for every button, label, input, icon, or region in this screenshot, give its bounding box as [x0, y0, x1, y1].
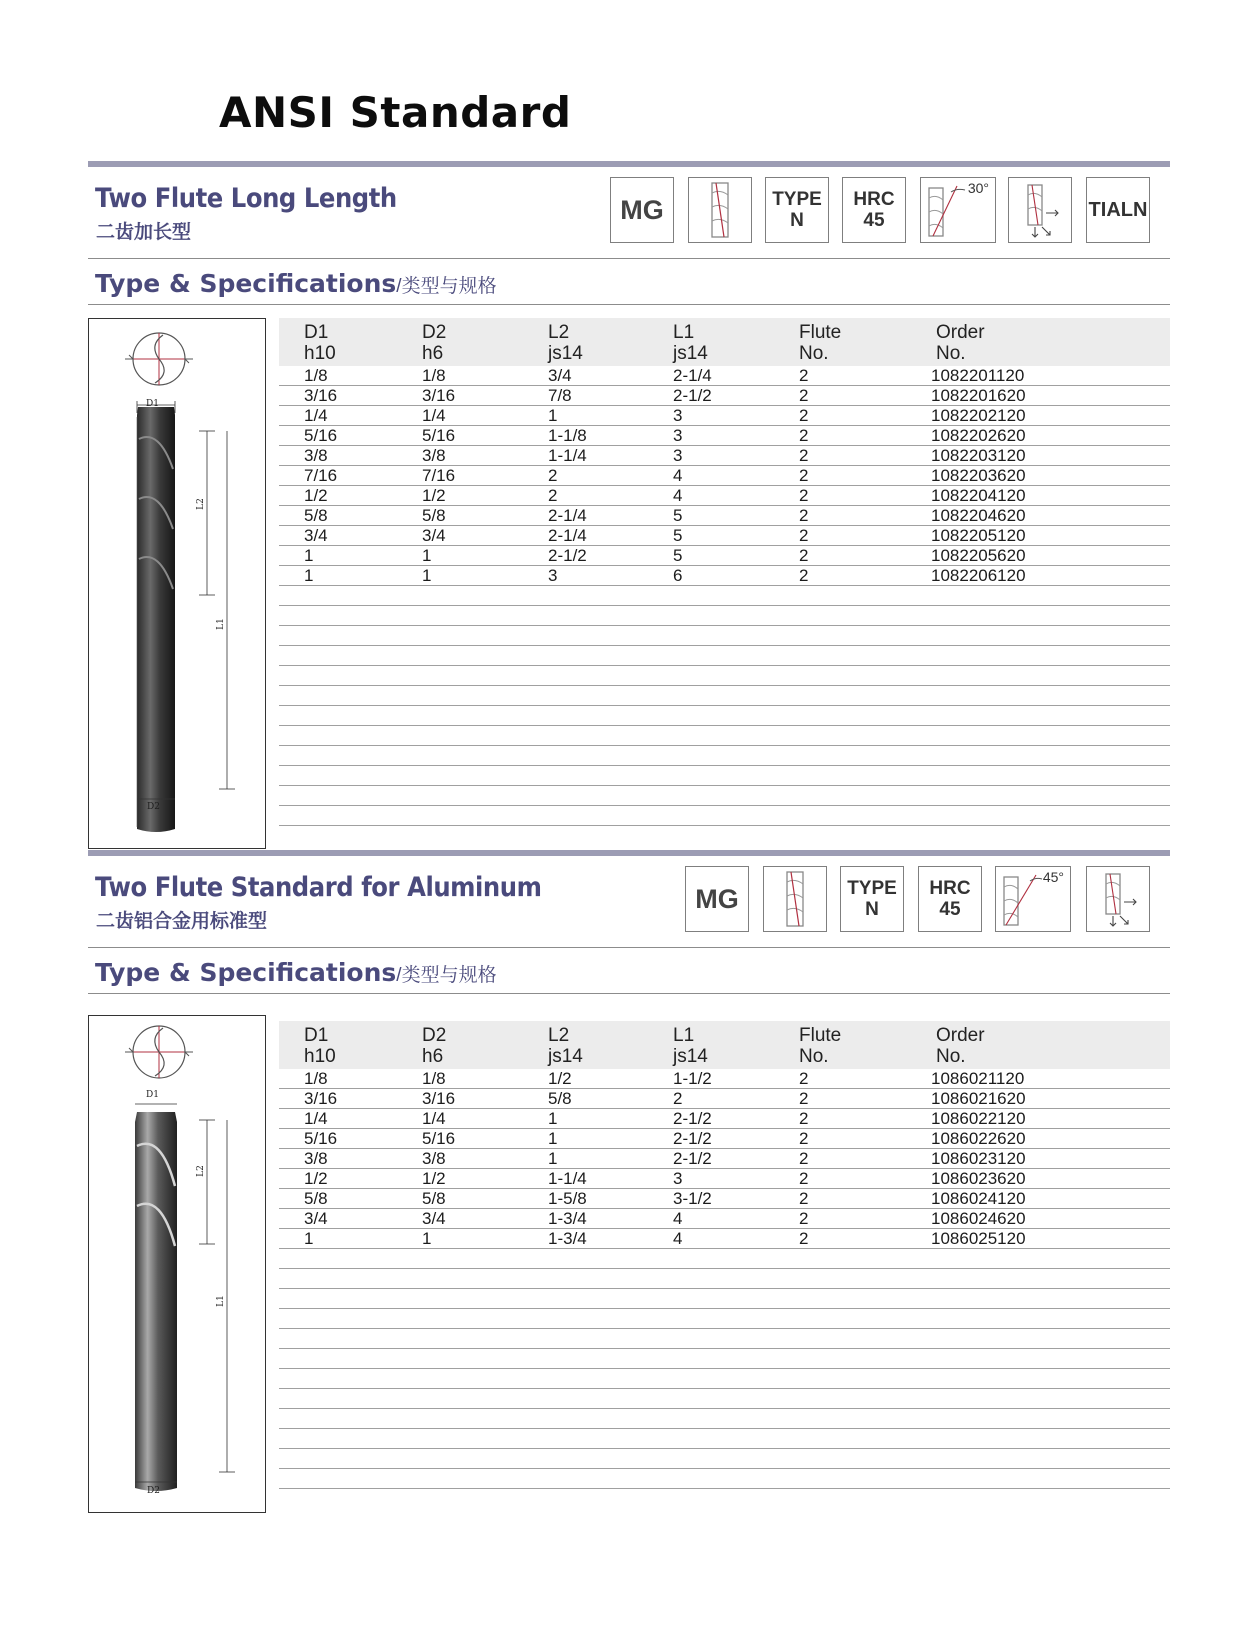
- row-separator: [279, 445, 1170, 446]
- d2-label: D2: [147, 802, 160, 812]
- table-body: [279, 1021, 1170, 1507]
- table-cell-order: 1086023120: [931, 1149, 1026, 1168]
- table-cell-l1: 5: [673, 546, 683, 565]
- table-cell-flute: 2: [799, 366, 809, 385]
- table-cell-d1: 1: [304, 1229, 314, 1248]
- table-cell-d2: 5/8: [422, 1189, 446, 1208]
- row-separator: [279, 685, 1170, 686]
- table-cell-order: 1082206120: [931, 566, 1026, 585]
- table-cell-order: 1082203120: [931, 446, 1026, 465]
- table-cell-d1: 3/4: [304, 526, 328, 545]
- type-n-badge: [840, 866, 904, 932]
- table-cell-d2: 3/16: [422, 1089, 456, 1108]
- table-cell-flute: 2: [799, 486, 809, 505]
- section-title: Two Flute Standard for Aluminum: [95, 872, 542, 903]
- cutting-direction-icon: [1086, 866, 1150, 932]
- l2-label: L2: [195, 1165, 206, 1177]
- table-cell-d2: 1: [422, 546, 432, 565]
- table-cell-d1: 1/4: [304, 1109, 328, 1128]
- rule: [88, 993, 1170, 994]
- row-separator: [279, 645, 1170, 646]
- type-value: N: [790, 210, 804, 231]
- spec-table: [279, 318, 1170, 838]
- row-separator: [279, 565, 1170, 566]
- col-label: L2: [548, 322, 570, 343]
- col-sub: No.: [799, 343, 829, 364]
- coating-badge: [1086, 177, 1150, 243]
- row-separator: [279, 1408, 1170, 1409]
- table-cell-l1: 4: [673, 1229, 683, 1248]
- table-body: [279, 318, 1170, 838]
- table-cell-l2: 1-1/4: [548, 446, 587, 465]
- table-cell-l2: 2-1/4: [548, 506, 587, 525]
- table-cell-l2: 2-1/4: [548, 526, 587, 545]
- hrc-badge: [842, 177, 906, 243]
- col-sub: h6: [422, 1046, 444, 1067]
- section-subtitle: 二齿加长型: [96, 222, 192, 243]
- table-cell-order: 1082203620: [931, 466, 1026, 485]
- table-cell-l1: 2: [673, 1089, 683, 1108]
- row-separator: [279, 1468, 1170, 1469]
- table-cell-d2: 5/8: [422, 506, 446, 525]
- row-separator: [279, 625, 1170, 626]
- table-cell-l1: 6: [673, 566, 683, 585]
- table-cell-l1: 3: [673, 426, 683, 445]
- table-cell-l1: 4: [673, 466, 683, 485]
- col-sub: h6: [422, 343, 444, 364]
- helix-angle-icon: [995, 866, 1071, 932]
- row-separator: [279, 1328, 1170, 1329]
- row-separator: [279, 785, 1170, 786]
- spec-heading: [95, 269, 497, 298]
- spec-heading: [95, 958, 497, 987]
- table-cell-l2: 7/8: [548, 386, 572, 405]
- rule: [88, 304, 1170, 305]
- row-separator: [279, 745, 1170, 746]
- table-cell-d2: 1/4: [422, 1109, 446, 1128]
- helix-angle-icon: [920, 177, 996, 243]
- table-cell-order: 1082202120: [931, 406, 1026, 425]
- table-cell-flute: 2: [799, 406, 809, 425]
- table-cell-d2: 7/16: [422, 466, 456, 485]
- col-sub: js14: [548, 1046, 583, 1067]
- table-cell-d2: 1: [422, 566, 432, 585]
- table-cell-l2: 1-3/4: [548, 1209, 587, 1228]
- col-label: Flute: [799, 322, 842, 343]
- table-cell-order: 1086025120: [931, 1229, 1026, 1248]
- table-cell-d1: 3/4: [304, 1209, 328, 1228]
- table-cell-l1: 5: [673, 526, 683, 545]
- row-separator: [279, 1448, 1170, 1449]
- section-subtitle: 二齿铝合金用标准型: [96, 911, 268, 932]
- table-cell-l2: 1/2: [548, 1069, 572, 1088]
- helix-angle-value: 30°: [967, 180, 989, 196]
- spec-heading-main: Type & Specifications: [95, 269, 397, 298]
- col-label: Flute: [799, 1025, 842, 1046]
- type-n-badge: [765, 177, 829, 243]
- section-divider: [88, 161, 1170, 167]
- table-cell-d1: 1/2: [304, 1169, 328, 1188]
- table-cell-l1: 3: [673, 406, 683, 425]
- table-cell-d2: 3/4: [422, 526, 446, 545]
- cross-section-icon: [125, 1026, 193, 1078]
- table-cell-d1: 5/16: [304, 426, 338, 445]
- table-cell-d1: 1/8: [304, 1069, 328, 1088]
- hrc-badge: [918, 866, 982, 932]
- row-separator: [279, 585, 1170, 586]
- col-label: Order: [936, 1025, 985, 1046]
- material-mg-badge: [685, 866, 749, 932]
- col-label: L2: [548, 1025, 570, 1046]
- table-cell-l1: 2-1/2: [673, 1109, 712, 1128]
- col-label: D1: [304, 1025, 329, 1046]
- table-cell-d1: 5/16: [304, 1129, 338, 1148]
- spec-heading-sub: /类型与规格: [396, 965, 497, 986]
- hrc-label: HRC: [929, 878, 971, 899]
- row-separator: [279, 1348, 1170, 1349]
- table-cell-l2: 1-5/8: [548, 1189, 587, 1208]
- straight-shank-icon: [763, 866, 827, 932]
- table-cell-flute: 2: [799, 1129, 809, 1148]
- col-sub: No.: [936, 1046, 966, 1067]
- table-cell-order: 1082205120: [931, 526, 1026, 545]
- row-separator: [279, 665, 1170, 666]
- row-separator: [279, 805, 1170, 806]
- table-cell-flute: 2: [799, 1229, 809, 1248]
- row-separator: [279, 1208, 1170, 1209]
- row-separator: [279, 1088, 1170, 1089]
- hrc-label: HRC: [853, 189, 895, 210]
- table-cell-l1: 4: [673, 1209, 683, 1228]
- table-cell-order: 1086023620: [931, 1169, 1026, 1188]
- table-cell-flute: 2: [799, 386, 809, 405]
- table-cell-d1: 5/8: [304, 1189, 328, 1208]
- col-label: L1: [673, 322, 695, 343]
- row-separator: [279, 605, 1170, 606]
- table-cell-order: 1082205620: [931, 546, 1026, 565]
- table-cell-d1: 3/16: [304, 1089, 338, 1108]
- tool-drawing: [88, 1015, 266, 1513]
- table-cell-d2: 5/16: [422, 1129, 456, 1148]
- table-cell-d2: 1/8: [422, 366, 446, 385]
- table-cell-d2: 3/8: [422, 1149, 446, 1168]
- row-separator: [279, 485, 1170, 486]
- row-separator: [279, 385, 1170, 386]
- table-cell-order: 1086021620: [931, 1089, 1026, 1108]
- row-separator: [279, 1168, 1170, 1169]
- col-sub: h10: [304, 343, 336, 364]
- table-cell-flute: 2: [799, 1089, 809, 1108]
- spec-heading-sub: /类型与规格: [396, 276, 497, 297]
- table-cell-l2: 2: [548, 466, 558, 485]
- tool-drawing: [88, 318, 266, 849]
- table-cell-d2: 1/4: [422, 406, 446, 425]
- hrc-value: 45: [863, 210, 885, 231]
- table-cell-l2: 1-1/8: [548, 426, 587, 445]
- table-cell-l2: 1-3/4: [548, 1229, 587, 1248]
- table-cell-order: 1082204120: [931, 486, 1026, 505]
- straight-shank-icon: [688, 177, 752, 243]
- table-cell-d2: 5/16: [422, 426, 456, 445]
- row-separator: [279, 1288, 1170, 1289]
- row-separator: [279, 1428, 1170, 1429]
- table-cell-l2: 2: [548, 486, 558, 505]
- table-cell-flute: 2: [799, 466, 809, 485]
- table-cell-l2: 3: [548, 566, 558, 585]
- material-mg-badge: [610, 177, 674, 243]
- table-cell-d1: 1: [304, 546, 314, 565]
- col-sub: No.: [799, 1046, 829, 1067]
- table-cell-flute: 2: [799, 1149, 809, 1168]
- table-cell-l2: 1: [548, 406, 558, 425]
- col-label: D2: [422, 322, 447, 343]
- table-cell-order: 1086024620: [931, 1209, 1026, 1228]
- table-cell-l2: 3/4: [548, 366, 572, 385]
- table-cell-order: 1082202620: [931, 426, 1026, 445]
- table-cell-l1: 3: [673, 1169, 683, 1188]
- row-separator: [279, 705, 1170, 706]
- d1-label: D1: [146, 399, 159, 409]
- row-separator: [279, 1128, 1170, 1129]
- col-label: Order: [936, 322, 985, 343]
- table-cell-l1: 2-1/2: [673, 1149, 712, 1168]
- row-separator: [279, 1488, 1170, 1489]
- table-cell-d1: 1/2: [304, 486, 328, 505]
- row-separator: [279, 545, 1170, 546]
- table-cell-l1: 4: [673, 486, 683, 505]
- table-cell-flute: 2: [799, 1209, 809, 1228]
- table-cell-l1: 2-1/4: [673, 366, 712, 385]
- cross-section-icon: [125, 333, 193, 385]
- table-cell-d2: 1: [422, 1229, 432, 1248]
- table-cell-l1: 2-1/2: [673, 386, 712, 405]
- table-cell-d2: 1/2: [422, 486, 446, 505]
- row-separator: [279, 405, 1170, 406]
- col-label: D1: [304, 322, 329, 343]
- table-cell-l2: 1: [548, 1149, 558, 1168]
- col-sub: h10: [304, 1046, 336, 1067]
- mg-label: MG: [695, 883, 739, 914]
- table-cell-flute: 2: [799, 506, 809, 525]
- table-cell-l1: 5: [673, 506, 683, 525]
- table-cell-l1: 2-1/2: [673, 1129, 712, 1148]
- table-cell-flute: 2: [799, 1109, 809, 1128]
- l2-label: L2: [195, 498, 206, 510]
- table-cell-order: 1086022620: [931, 1129, 1026, 1148]
- row-separator: [279, 765, 1170, 766]
- table-cell-l1: 3-1/2: [673, 1189, 712, 1208]
- l1-label: L1: [215, 1295, 226, 1307]
- coating-label: TIALN: [1088, 198, 1148, 221]
- table-cell-l2: 2-1/2: [548, 546, 587, 565]
- table-cell-l2: 5/8: [548, 1089, 572, 1108]
- table-cell-l2: 1: [548, 1109, 558, 1128]
- table-cell-order: 1086021120: [931, 1069, 1025, 1088]
- type-label: TYPE: [772, 189, 822, 210]
- table-cell-flute: 2: [799, 446, 809, 465]
- col-sub: js14: [673, 343, 708, 364]
- table-cell-flute: 2: [799, 426, 809, 445]
- table-cell-d1: 5/8: [304, 506, 328, 525]
- cutting-direction-icon: [1008, 177, 1072, 243]
- table-cell-d1: 7/16: [304, 466, 338, 485]
- col-sub: js14: [673, 1046, 708, 1067]
- col-sub: No.: [936, 343, 966, 364]
- table-cell-d1: 3/8: [304, 446, 328, 465]
- row-separator: [279, 825, 1170, 826]
- mg-label: MG: [620, 194, 664, 225]
- row-separator: [279, 1108, 1170, 1109]
- table-cell-l1: 3: [673, 446, 683, 465]
- table-cell-order: 1086022120: [931, 1109, 1026, 1128]
- rule: [88, 947, 1170, 948]
- row-separator: [279, 465, 1170, 466]
- table-cell-l2: 1: [548, 1129, 558, 1148]
- d2-label: D2: [147, 1486, 160, 1496]
- table-cell-flute: 2: [799, 1169, 809, 1188]
- table-cell-flute: 2: [799, 566, 809, 585]
- row-separator: [279, 1388, 1170, 1389]
- type-label: TYPE: [847, 878, 897, 899]
- col-label: L1: [673, 1025, 695, 1046]
- d1-label: D1: [146, 1090, 159, 1100]
- rule: [88, 258, 1170, 259]
- table-cell-order: 1082201120: [931, 366, 1025, 385]
- section-aluminum: [88, 850, 1170, 1540]
- table-cell-d2: 1/2: [422, 1169, 446, 1188]
- hrc-value: 45: [939, 899, 961, 920]
- table-cell-l1: 1-1/2: [673, 1069, 712, 1088]
- table-cell-d2: 3/8: [422, 446, 446, 465]
- row-separator: [279, 1308, 1170, 1309]
- page-title: ANSI Standard: [219, 88, 572, 137]
- table-cell-d1: 1/8: [304, 366, 328, 385]
- type-value: N: [865, 899, 879, 920]
- section-divider: [88, 850, 1170, 856]
- table-cell-d1: 1: [304, 566, 314, 585]
- table-cell-order: 1086024120: [931, 1189, 1026, 1208]
- row-separator: [279, 1248, 1170, 1249]
- table-cell-d2: 1/8: [422, 1069, 446, 1088]
- row-separator: [279, 505, 1170, 506]
- table-cell-flute: 2: [799, 1069, 809, 1088]
- row-separator: [279, 425, 1170, 426]
- table-cell-d1: 1/4: [304, 406, 328, 425]
- row-separator: [279, 525, 1170, 526]
- l1-label: L1: [215, 618, 226, 630]
- section-long-length: [88, 161, 1170, 837]
- table-cell-order: 1082204620: [931, 506, 1026, 525]
- col-label: D2: [422, 1025, 447, 1046]
- table-cell-d2: 3/4: [422, 1209, 446, 1228]
- spec-heading-main: Type & Specifications: [95, 958, 397, 987]
- table-cell-l2: 1-1/4: [548, 1169, 587, 1188]
- table-cell-d1: 3/16: [304, 386, 338, 405]
- table-cell-flute: 2: [799, 1189, 809, 1208]
- table-cell-order: 1082201620: [931, 386, 1026, 405]
- row-separator: [279, 1268, 1170, 1269]
- table-cell-d2: 3/16: [422, 386, 456, 405]
- table-cell-d1: 3/8: [304, 1149, 328, 1168]
- row-separator: [279, 1228, 1170, 1229]
- table-cell-flute: 2: [799, 546, 809, 565]
- col-sub: js14: [548, 343, 583, 364]
- section-title: Two Flute Long Length: [95, 183, 397, 214]
- spec-table: [279, 1021, 1170, 1507]
- row-separator: [279, 1368, 1170, 1369]
- table-cell-flute: 2: [799, 526, 809, 545]
- row-separator: [279, 1188, 1170, 1189]
- row-separator: [279, 1148, 1170, 1149]
- helix-angle-value: 45°: [1042, 869, 1064, 885]
- row-separator: [279, 725, 1170, 726]
